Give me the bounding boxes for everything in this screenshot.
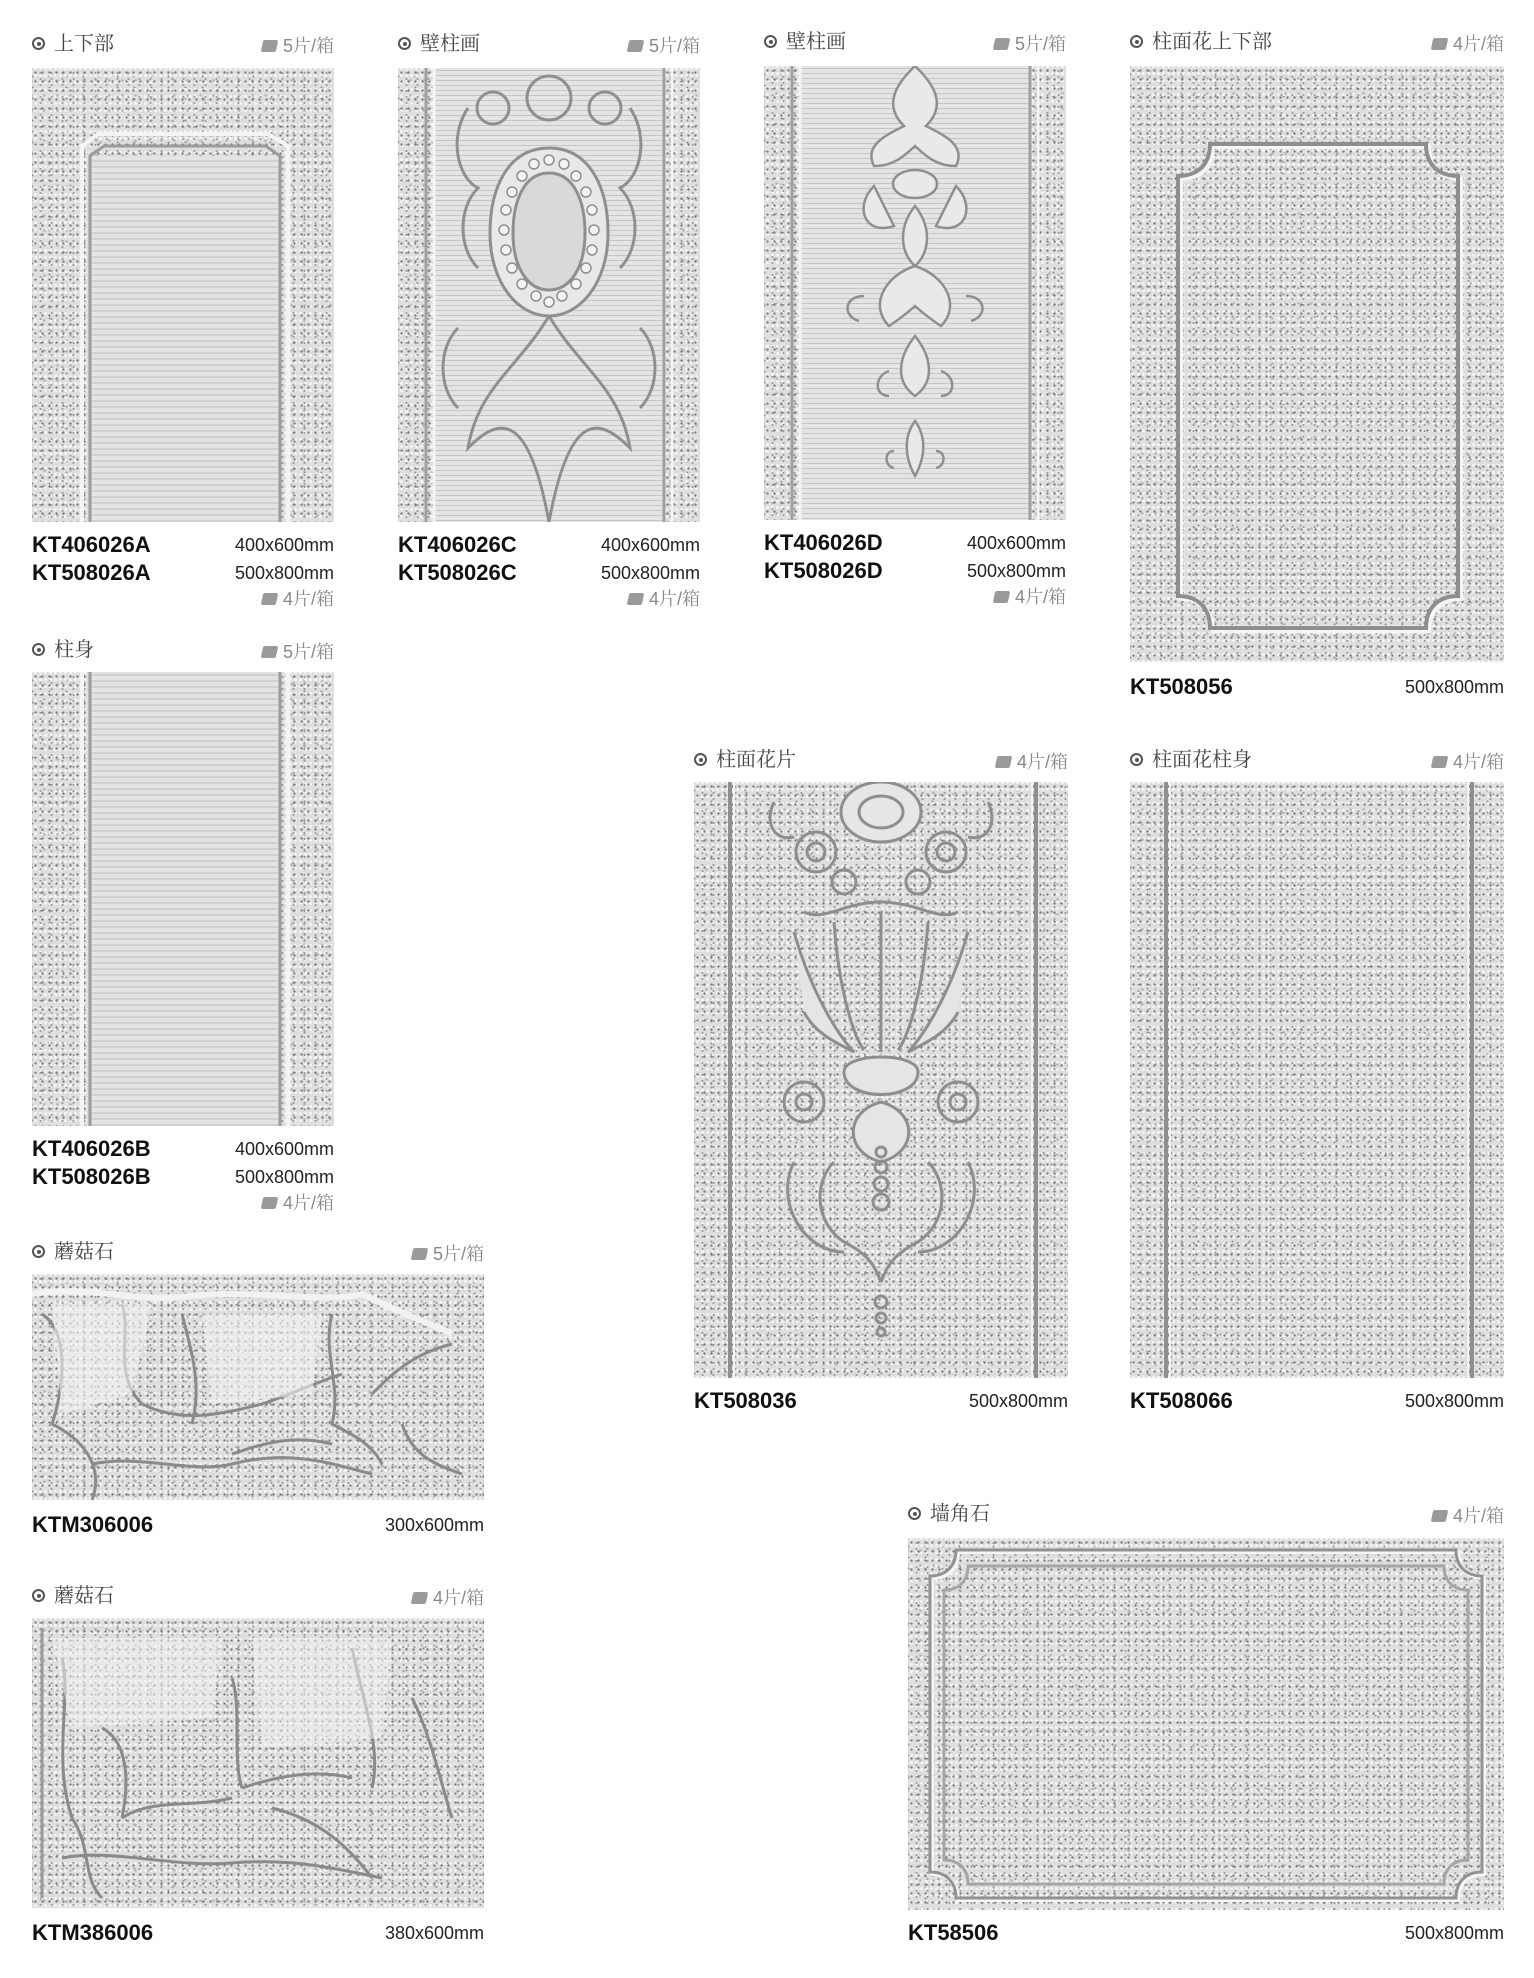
box-quantity-large: 4片/箱 (994, 586, 1066, 608)
box-quantity: 5片/箱 (994, 33, 1066, 55)
box-icon (411, 1592, 429, 1604)
product-size: 400x600mm (234, 1139, 334, 1159)
tile-image (32, 672, 334, 1126)
product-card-2 (764, 30, 1066, 616)
product-card-6 (1130, 748, 1504, 1420)
product-size: 500x800mm (234, 563, 334, 583)
product-code: KT508026D (764, 558, 883, 583)
product-card-1 (398, 32, 700, 618)
box-icon (1431, 1510, 1449, 1522)
product-size: 500x800mm (234, 1167, 334, 1187)
product-size: 400x600mm (600, 535, 700, 555)
card-header (32, 32, 334, 56)
card-header (398, 32, 700, 56)
tile-image (398, 68, 700, 522)
product-code: KT406026A (32, 532, 151, 557)
box-icon (993, 38, 1011, 50)
bullet-icon (32, 37, 45, 50)
bullet-icon (398, 37, 411, 50)
bullet-icon (1130, 753, 1143, 766)
tile-image (32, 1274, 484, 1500)
tile-image (694, 782, 1068, 1378)
product-code: KT508026C (398, 560, 517, 585)
product-card-7 (32, 1240, 484, 1540)
box-quantity: 4片/箱 (1432, 751, 1504, 773)
box-icon (261, 40, 279, 52)
product-name: 蘑菇石 (54, 1585, 114, 1607)
product-code: KTM306006 (32, 1512, 154, 1537)
box-quantity: 5片/箱 (628, 35, 700, 57)
product-code: KT508026A (32, 560, 151, 585)
product-code: KTM386006 (32, 1920, 154, 1945)
product-name: 柱面花柱身 (1152, 749, 1252, 771)
product-size: 500x800mm (1404, 1391, 1504, 1411)
box-icon (627, 593, 645, 605)
box-quantity-large: 4片/箱 (262, 588, 334, 610)
product-size: 500x800mm (1404, 677, 1504, 697)
product-size: 400x600mm (234, 535, 334, 555)
product-code: KT406026D (764, 530, 883, 555)
card-header (1130, 30, 1504, 54)
card-header (1130, 748, 1504, 772)
bullet-icon (32, 1245, 45, 1258)
box-icon (995, 756, 1013, 768)
box-quantity-large: 4片/箱 (628, 588, 700, 610)
product-code: KT406026C (398, 532, 517, 557)
product-size: 500x800mm (966, 561, 1066, 581)
card-header (908, 1502, 1504, 1526)
product-size: 500x800mm (1404, 1923, 1504, 1943)
product-card-3 (1130, 30, 1504, 702)
product-name: 壁柱画 (420, 33, 480, 55)
product-card-8 (32, 1584, 484, 1948)
product-size: 400x600mm (966, 533, 1066, 553)
product-card-4 (32, 638, 334, 1224)
product-name: 墙角石 (930, 1503, 990, 1525)
product-code: KT406026B (32, 1136, 151, 1161)
box-quantity-large: 4片/箱 (262, 1192, 334, 1214)
product-name: 柱面花上下部 (1152, 31, 1272, 53)
product-size: 500x800mm (968, 1391, 1068, 1411)
box-quantity: 5片/箱 (262, 35, 334, 57)
box-icon (1431, 38, 1449, 50)
product-code: KT508026B (32, 1164, 151, 1189)
box-quantity: 4片/箱 (1432, 1505, 1504, 1527)
box-icon (1431, 756, 1449, 768)
box-quantity: 5片/箱 (412, 1243, 484, 1265)
tile-image (1130, 782, 1504, 1378)
box-icon (993, 591, 1011, 603)
product-name: 上下部 (54, 33, 114, 55)
product-size: 300x600mm (384, 1515, 484, 1535)
box-quantity: 5片/箱 (262, 641, 334, 663)
product-code: KT508066 (1130, 1388, 1233, 1413)
product-code: KT58506 (908, 1920, 999, 1945)
bullet-icon (32, 643, 45, 656)
box-icon (261, 1197, 279, 1209)
tile-image (764, 66, 1066, 520)
box-quantity: 4片/箱 (996, 751, 1068, 773)
box-icon (627, 40, 645, 52)
bullet-icon (32, 1589, 45, 1602)
product-name: 壁柱画 (786, 31, 846, 53)
bullet-icon (908, 1507, 921, 1520)
product-size: 380x600mm (384, 1923, 484, 1943)
box-icon (411, 1248, 429, 1260)
bullet-icon (764, 35, 777, 48)
tile-image (1130, 66, 1504, 662)
box-icon (261, 646, 279, 658)
card-header (694, 748, 1068, 772)
product-card-5 (694, 748, 1068, 1420)
product-name: 蘑菇石 (54, 1241, 114, 1263)
tile-image (908, 1538, 1504, 1910)
bullet-icon (694, 753, 707, 766)
box-icon (261, 593, 279, 605)
product-size: 500x800mm (600, 563, 700, 583)
product-code: KT508036 (694, 1388, 797, 1413)
card-header (32, 638, 334, 662)
product-name: 柱面花片 (716, 749, 796, 771)
product-card-9 (908, 1502, 1504, 1948)
product-name: 柱身 (54, 639, 94, 661)
box-quantity: 4片/箱 (1432, 33, 1504, 55)
box-quantity: 4片/箱 (412, 1587, 484, 1609)
card-header (764, 30, 1066, 54)
tile-image (32, 1618, 484, 1908)
bullet-icon (1130, 35, 1143, 48)
card-header (32, 1240, 484, 1264)
product-code: KT508056 (1130, 674, 1233, 699)
tile-image (32, 68, 334, 522)
card-header (32, 1584, 484, 1608)
product-card-0 (32, 32, 334, 618)
